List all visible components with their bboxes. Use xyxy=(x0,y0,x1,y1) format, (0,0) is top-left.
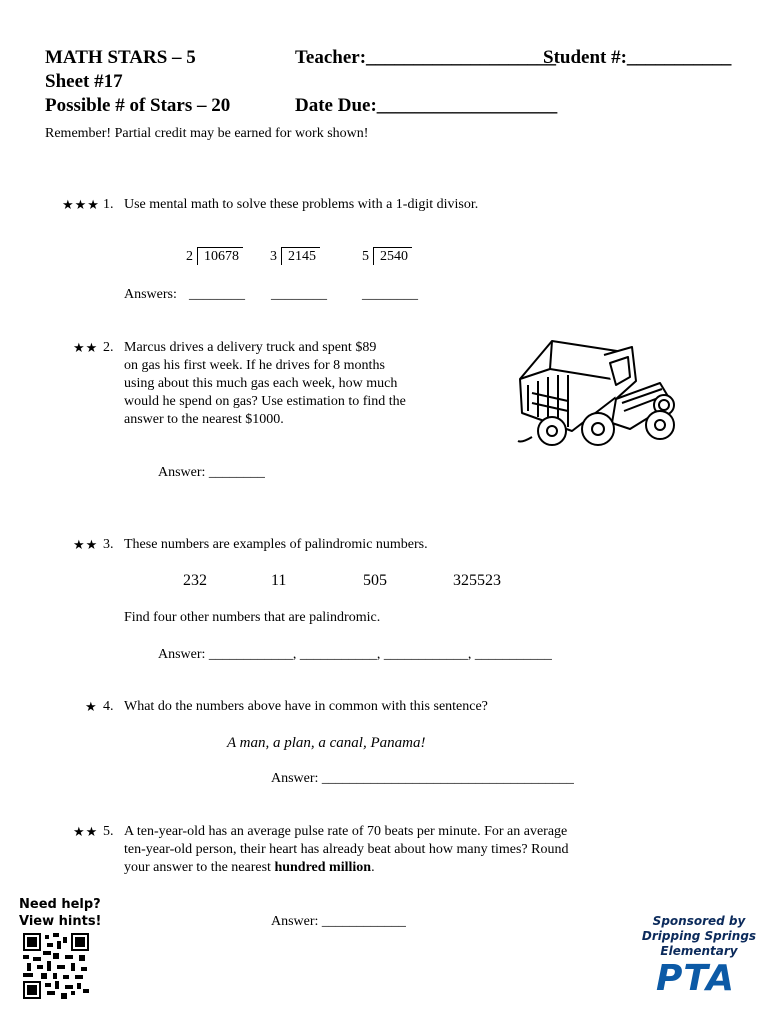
q5-line3-end: . xyxy=(371,860,375,875)
date-due-field: Date Due:___________________ xyxy=(295,95,558,116)
q2-line: would he spend on gas? Use estimation to find the xyxy=(124,394,406,409)
q2-answer: Answer: ________ xyxy=(158,465,265,480)
division-problem xyxy=(186,247,243,265)
sponsor-line: Sponsored by xyxy=(652,914,746,928)
q2-line: answer to the nearest $1000. xyxy=(124,412,284,427)
dividend: 2145 xyxy=(281,247,320,265)
divisor: 5 xyxy=(362,249,369,264)
q5-answer: Answer: ____________ xyxy=(271,914,406,929)
q5-line: ten-year-old person, their heart has already beat about how many times? Round xyxy=(124,842,569,857)
q4-stars: ★ xyxy=(85,699,98,714)
divisor: 2 xyxy=(186,249,193,264)
q1-text: Use mental math to solve these problems with a 1-digit divisor. xyxy=(124,197,479,212)
divisor: 3 xyxy=(270,249,277,264)
q5-line xyxy=(124,860,375,876)
teacher-field: Teacher:____________________ xyxy=(295,47,557,68)
palindrome-sentence: A man, a plan, a canal, Panama! xyxy=(227,735,426,751)
q2-line: using about this much gas each week, how much xyxy=(124,376,398,391)
answer-blank: ________ xyxy=(271,287,327,302)
answer-blank: ________ xyxy=(189,287,245,302)
delivery-truck-illustration xyxy=(512,333,682,451)
student-field: Student #:___________ xyxy=(543,47,732,68)
q1-number: 1. xyxy=(103,197,114,212)
palindrome-example: 232 xyxy=(183,572,207,589)
possible-stars: Possible # of Stars – 20 xyxy=(45,95,231,116)
palindrome-example: 505 xyxy=(363,572,387,589)
q1-stars: ★★★ xyxy=(62,197,100,212)
q2-stars: ★★ xyxy=(73,340,99,355)
division-problem xyxy=(270,247,320,265)
palindrome-example: 325523 xyxy=(453,572,501,589)
q5-line3-text: your answer to the nearest xyxy=(124,860,275,875)
q3-stars: ★★ xyxy=(73,537,99,552)
q5-stars: ★★ xyxy=(73,824,99,839)
q5-line: A ten-year-old has an average pulse rate of 70 beats per minute. For an average xyxy=(124,824,568,839)
q2-line: Marcus drives a delivery truck and spent $89 xyxy=(124,340,377,355)
remember-note: Remember! Partial credit may be earned for work shown! xyxy=(45,126,369,141)
q4-number: 4. xyxy=(103,699,114,714)
sponsor-line: Elementary xyxy=(660,944,738,958)
q4-text: What do the numbers above have in common with this sentence? xyxy=(124,699,488,714)
q3-answer: Answer: ____________, ___________, ____________, ___________ xyxy=(158,647,552,662)
dividend: 2540 xyxy=(373,247,412,265)
dividend: 10678 xyxy=(197,247,243,265)
sheet-number: Sheet #17 xyxy=(45,71,123,92)
answer-blank: ________ xyxy=(362,287,418,302)
hints-label xyxy=(19,896,102,930)
q2-number: 2. xyxy=(103,340,114,355)
hints-line: Need help? xyxy=(19,897,101,912)
q4-answer: Answer: ____________________________________ xyxy=(271,771,574,786)
pta-logo: PTA xyxy=(656,958,736,999)
q5-number: 5. xyxy=(103,824,114,839)
palindrome-example: 11 xyxy=(271,572,287,589)
q2-line: on gas his first week. If he drives for 8 months xyxy=(124,358,385,373)
sponsor-line: Dripping Springs xyxy=(641,929,757,943)
worksheet-title: MATH STARS – 5 xyxy=(45,47,196,68)
q5-bold-phrase: hundred million xyxy=(274,860,372,875)
q3-text: These numbers are examples of palindromic numbers. xyxy=(124,537,428,552)
sponsor-text xyxy=(640,914,758,959)
qr-code[interactable] xyxy=(23,933,89,999)
hints-line: View hints! xyxy=(19,914,102,929)
q3-find-text: Find four other numbers that are palindromic. xyxy=(124,610,381,625)
q3-number: 3. xyxy=(103,537,114,552)
division-problem xyxy=(362,247,412,265)
q1-answers-label: Answers: xyxy=(124,287,177,302)
